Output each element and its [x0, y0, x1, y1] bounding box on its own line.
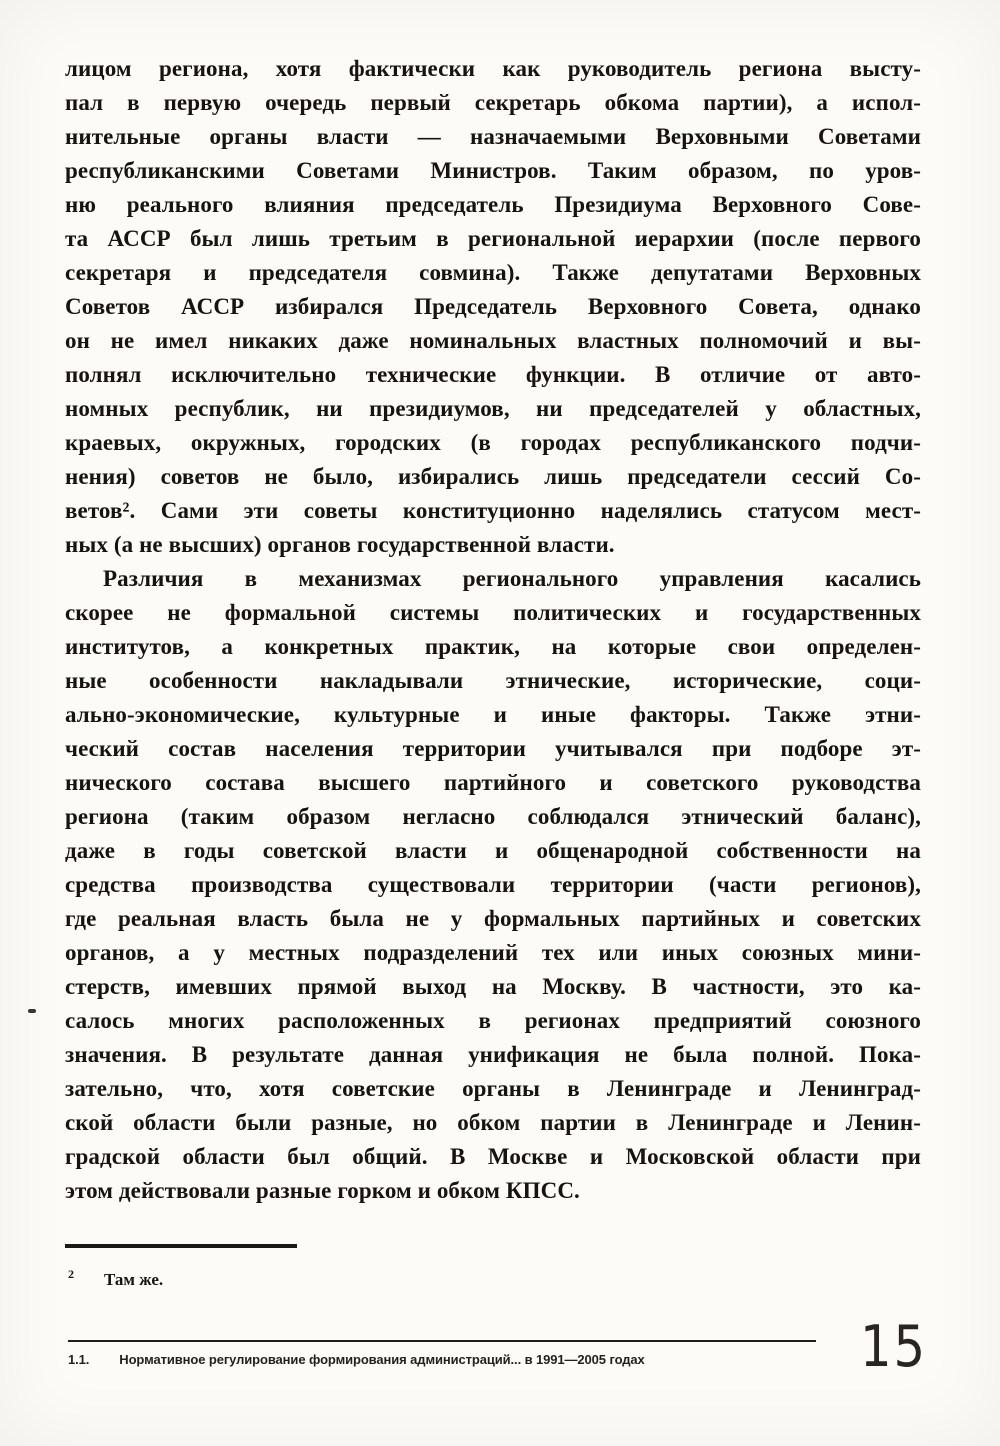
text-line: ню реального влияния председатель Президиума Верховного Сове- [65, 192, 921, 217]
text-line: номных республик, ни президиумов, ни председателей у областных, [65, 396, 921, 421]
text-line: ные особенности накладывали этнические, исторические, соци- [65, 668, 921, 693]
text-block [65, 52, 921, 1208]
text-line: он не имел никаких даже номинальных властных полномочий и вы- [65, 328, 921, 353]
text-line: Различия в механизмах регионального управления касались [103, 566, 921, 591]
text-line: ческий состав населения территории учитывался при подборе эт- [65, 736, 921, 761]
text-line: лицом региона, хотя фактически как руководитель региона высту- [65, 56, 921, 81]
text-line: полнял исключительно технические функции. В отличие от авто- [65, 362, 921, 387]
page-number: 15 [860, 1312, 927, 1380]
text-line: ально-экономические, культурные и иные факторы. Также этни- [65, 702, 921, 727]
text-line: Советов АССР избирался Председатель Верховного Совета, однако [65, 294, 921, 319]
scan-artifact [28, 1009, 36, 1013]
text-line: краевых, окружных, городских (в городах республиканского подчи- [65, 430, 921, 455]
footer-divider [68, 1340, 816, 1342]
paragraph [65, 52, 921, 562]
text-line: средства производства существовали территории (части регионов), [65, 872, 921, 897]
footnote [68, 1262, 163, 1292]
text-line: где реальная власть была не у формальных партийных и советских [65, 906, 921, 931]
text-line: та АССР был лишь третьим в региональной иерархии (после первого [65, 226, 921, 251]
footnote-marker: 2 [68, 1267, 74, 1281]
text-line: салось многих расположенных в регионах предприятий союзного [65, 1008, 921, 1033]
text-line: региона (таким образом негласно соблюдался этнический баланс), [65, 804, 921, 829]
text-line: нительные органы власти — назначаемыми Верховными Советами [65, 124, 921, 149]
text-line: градской области был общий. В Москве и Московской области при [65, 1144, 921, 1169]
text-line: секретаря и председателя совмина). Также депутатами Верховных [65, 260, 921, 285]
running-footer [68, 1352, 816, 1367]
text-line: значения. В результате данная унификация не была полной. Пока- [65, 1042, 921, 1067]
text-line: этом действовали разные горком и обком КПСС. [65, 1178, 580, 1203]
text-line: республиканскими Советами Министров. Таким образом, по уров- [65, 158, 921, 183]
text-line: стерств, имевших прямой выход на Москву. В частности, это ка- [65, 974, 921, 999]
text-line: ных (а не высших) органов государственной власти. [65, 532, 615, 557]
text-line: пал в первую очередь первый секретарь обкома партии), а испол- [65, 90, 921, 115]
text-line: институтов, а конкретных практик, на которые свои определен- [65, 634, 921, 659]
footer-chapter-title: Нормативное регулирование формирования администраций... в 1991—2005 годах [119, 1352, 645, 1367]
footnote-text: Там же. [104, 1270, 164, 1289]
text-line: ской области были разные, но обком партии в Ленинграде и Ленин- [65, 1110, 921, 1135]
text-line: скорее не формальной системы политических и государственных [65, 600, 921, 625]
text-line: нения) советов не было, избирались лишь председатели сессий Со- [65, 464, 921, 489]
text-line: зательно, что, хотя советские органы в Ленинграде и Ленинград- [65, 1076, 921, 1101]
text-line: даже в годы советской власти и общенародной собственности на [65, 838, 921, 863]
text-line: нического состава высшего партийного и советского руководства [65, 770, 921, 795]
text-line: органов, а у местных подразделений тех или иных союзных мини- [65, 940, 921, 965]
footnote-divider [65, 1244, 297, 1248]
text-line: ветов². Сами эти советы конституционно наделялись статусом мест- [65, 498, 921, 523]
paragraph [65, 562, 921, 1208]
footer-section-number: 1.1. [68, 1352, 90, 1367]
